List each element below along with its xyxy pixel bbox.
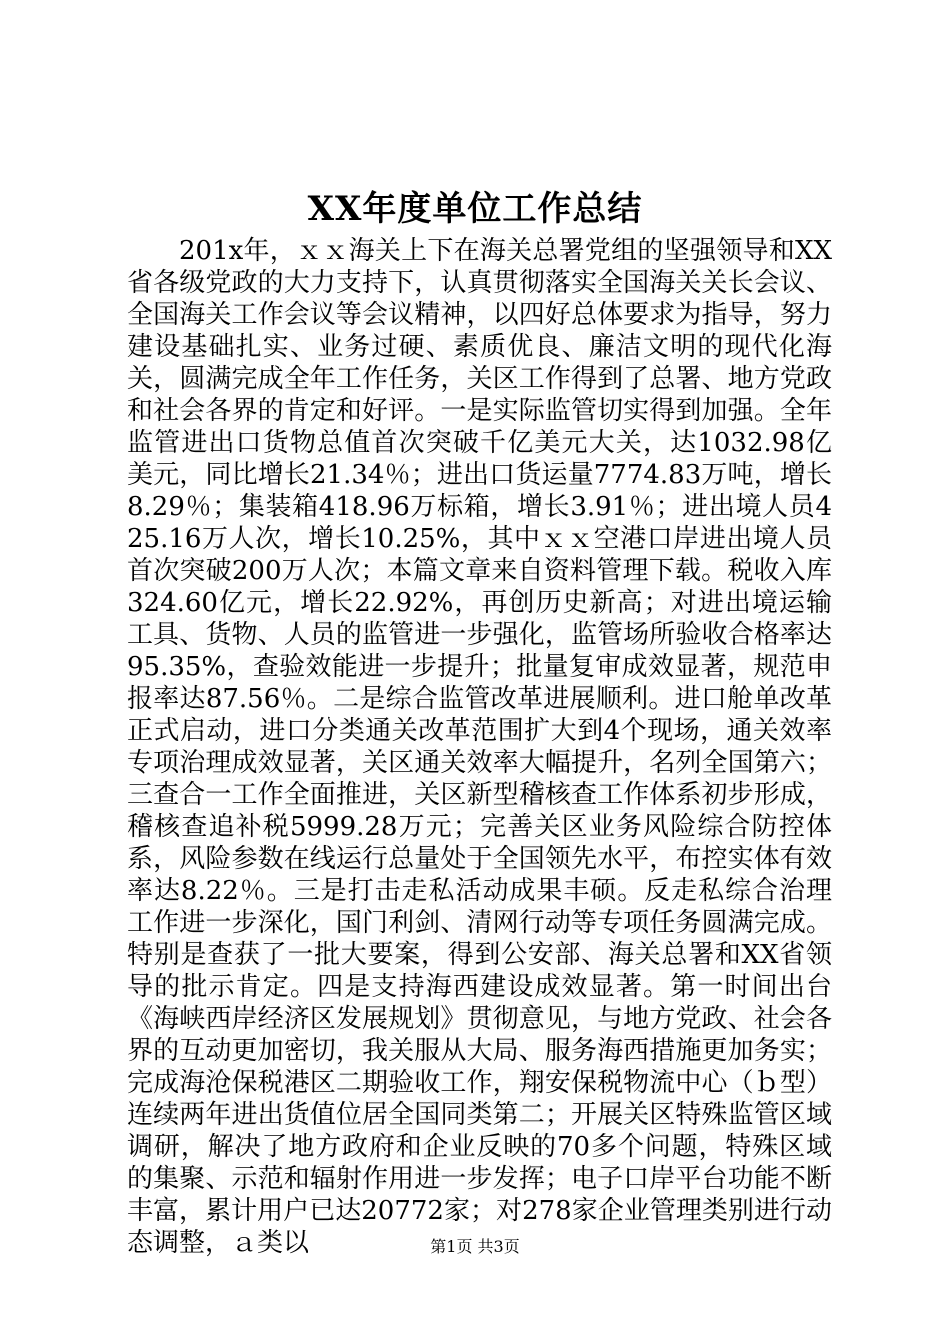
document-title: XX年度单位工作总结 — [307, 189, 643, 229]
page-footer: 第1页 共3页 — [430, 1237, 520, 1256]
body-paragraph: 201x年，ｘｘ海关上下在海关总署党组的坚强领导和XX省各级党政的大力支持下，认真贯彻落实全国海关关长会议、全国海关工作会议等会议精神，以四好总体要求为指导，努力建设基础扎实、业务过硬、素质优良、廉洁文明的现代化海关，圆满完成全年工作任务，关区工作得到了总署、地方党政和社会各界的肯定和好评。一是实际监管切实得到加强。全年监管进出口货物总值首次突破千亿美元大关，达1032.98亿美元，同比增长21.34％；进出口货运量7774.83万吨，增长8.29％；集装箱418.96万标箱，增长3.91％；进出境人员425.16万人次，增长10.25%，其中ｘｘ空港口岸进出境人员首次突破200万人次；本篇文章来自资料管理下载。税收入库324.60亿元，增长22.92%，再创历史新高；对进出境运输工具、货物、人员的监管进一步强化，监管场所验收合格率达95.35%，查验效能进一步提升；批量复审成效显著，规范申报率达87.56％。二是综合监管改革进展顺利。进口舱单改革正式启动，进口分类通关改革范围扩大到4个现场，通关效率专项治理成效显著，关区通关效率大幅提升，名列全国第六；三查合一工作全面推进，关区新型稽核查工作体系初步形成，稽核查追补税5999.28万元；完善关区业务风险综合防控体系，风险参数在线运行总量处于全国领先水平，布控实体有效率达8.22％。三是打击走私活动成果丰硕。反走私综合治理工作进一步深化，国门利剑、清网行动等专项任务圆满完成。特别是查获了一批大要案，得到公安部、海关总署和XX省领导的批示肯定。四是支持海西建设成效显著。第一时间出台《海峡西岸经济区发展规划》贯彻意见，与地方党政、社会各界的互动更加密切，我关服从大局、服务海西措施更加务实；完成海沧保税港区二期验收工作，翔安保税物流中心（ｂ型）连续两年进出货值位居全国同类第二；开展关区特殊监管区域调研，解决了地方政府和企业反映的70多个问题，特殊区域的集聚、示范和辐射作用进一步发挥；电子口岸平台功能不断丰富，累计用户已达20772家；对278家企业管理类别进行动态调整，ａ类以 — [127, 236, 832, 1258]
